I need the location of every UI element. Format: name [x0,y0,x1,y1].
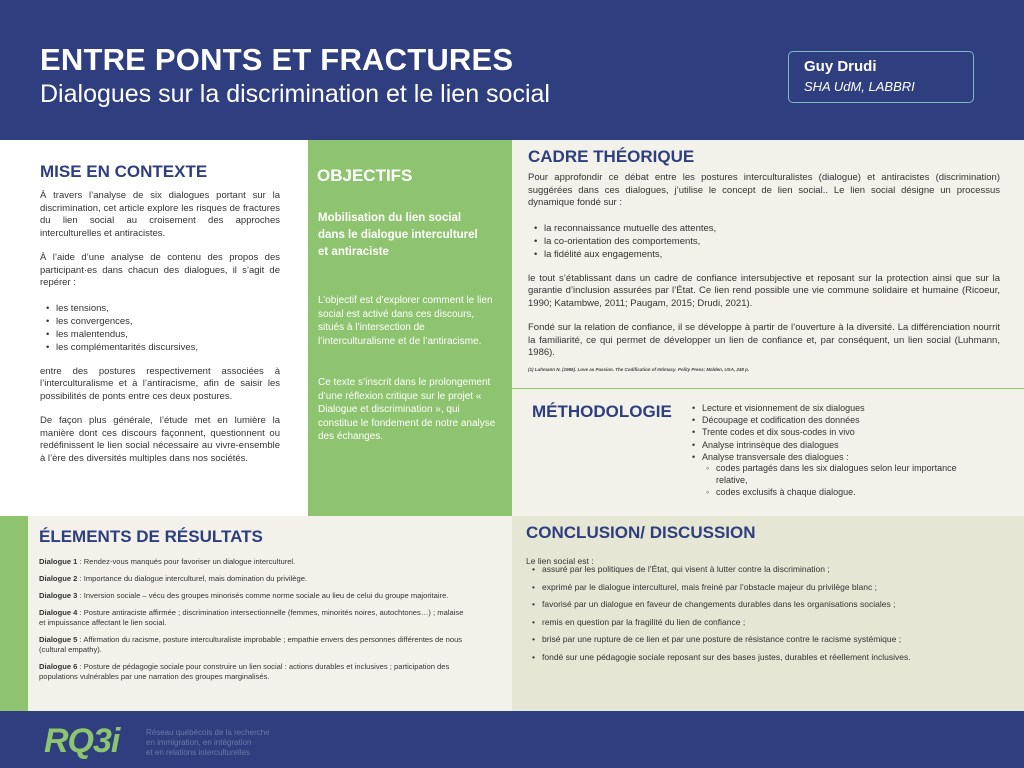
result-item [39,635,465,655]
sublist-item-text: codes exclusifs à chaque dialogue. [716,487,856,498]
rq3i-description [146,728,270,758]
contexte-paragraph-1: À travers l’analyse de six dialogues portant sur la discrimination, cet article explore les risques de fractures du lien social au croisement des approches interculturelles et antiracistes. [40,190,280,239]
result-text: : Inversion sociale – vécu des groupes minorisés comme norme sociale au lieu de celui du groupe majoritaire. [77,591,449,600]
result-label: Dialogue 6 [39,662,78,671]
sublist-item [706,486,966,498]
result-text: : Posture de pédagogie sociale pour construire un lien social : actions durables et inclusives ; participation des populations vulnérables par une narration des groupes marginalisés. [39,662,450,681]
rq3i-line-2: en immigration, en intégration [146,738,252,747]
poster-footer [0,711,1024,768]
circle-bullet-icon: ◦ [706,487,710,498]
result-item [39,557,465,567]
section-resultats [28,516,512,711]
conclusion-heading: CONCLUSION/ DISCUSSION [526,523,756,542]
author-name: Guy Drudi [804,58,877,75]
list-item: • fondé sur une pédagogie sociale reposant sur des bases justes, durables et réellement inclusives. [532,653,942,663]
result-label: Dialogue 1 [39,557,78,566]
list-item: • assuré par les politiques de l’État, qui visent à lutter contre la discrimination ; [532,565,942,575]
result-text: : Posture antiraciste affirmée ; discrimination intersectionnelle (femmes, minorités noires, autochtones…) ; malaise et impuissance affectant le lien social. [39,608,464,627]
list-item: • Analyse transversale des dialogues : [692,451,982,463]
result-label: Dialogue 5 [39,635,78,644]
methodologie-heading: MÉTHODOLOGIE [532,402,672,421]
list-item: • remis en question par la fragilité du lien de confiance ; [532,618,942,628]
result-item [39,662,465,682]
list-item: • les complémentarités discursives, [46,341,280,354]
objectifs-lead: Mobilisation du lien social dans le dialogue interculturel et antiraciste [318,212,478,258]
resultats-heading: ÉLEMENTS DE RÉSULTATS [39,527,263,546]
result-text: : Rendez-vous manqués pour favoriser un dialogue interculturel. [77,557,296,566]
contexte-paragraph-2: À l’aide d’une analyse de contenu des propos des participant·es dans chacun des dialogues, il s’agit de repérer : [40,252,280,288]
list-item: • Découpage et codification des données [692,414,982,426]
sublist-item-text: codes partagés dans les six dialogues selon leur importance relative, [716,463,957,486]
contexte-paragraph-3: entre des postures respectivement associées à l’interculturalisme et à l’antiracisme, afin de saisir les possibilités de ponts entre ces deux postures. [40,365,280,402]
poster-title: ENTRE PONTS ET FRACTURES [40,42,514,77]
list-item: • les convergences, [46,315,280,328]
cadre-paragraph-3: Fondé sur la relation de confiance, il se développe à partir de l’ouverture à la diversité. La différenciation nourrit la familiarité, ce qui permet de développer un lien de confiance et, par conséquent, un lien social (Luhmann, 1986). [528,322,1000,358]
result-label: Dialogue 3 [39,591,78,600]
section-contexte [0,140,308,516]
list-item: • la fidélité aux engagements, [534,248,1000,261]
cadre-paragraph-2: le tout s’établissant dans un cadre de confiance intersubjective et reposant sur la protection ainsi que sur la garantie d’inclusion assurées par l’État. Ce lien rend possible une vie commune solidaire et humaine (Ricoeur, 1990; Katambwe, 2011; Paugam, 2015; Drudi, 2021). [528,272,1000,309]
methodologie-sublist [706,462,966,499]
result-item [39,574,465,584]
author-affiliation: SHA UdM, LABBRI [804,79,915,94]
list-item: • la co-orientation des comportements, [534,235,1000,248]
section-cadre-theorique [512,140,1024,388]
list-item: • Analyse intrinsèque des dialogues [692,439,982,451]
methodologie-list [692,402,982,463]
section-methodologie [512,388,1024,516]
result-label: Dialogue 2 [39,574,78,583]
circle-bullet-icon: ◦ [706,463,710,473]
objectifs-heading: OBJECTIFS [317,166,413,185]
list-item: • les malentendus, [46,328,280,341]
sublist-item [706,462,966,486]
result-label: Dialogue 4 [39,608,78,617]
list-item: • exprimé par le dialogue interculturel, mais freiné par l’obstacle majeur du privilège blanc ; [532,583,942,593]
poster-subtitle: Dialogues sur la discrimination et le lien social [40,80,550,108]
result-text: : Importance du dialogue interculturel, mais domination du privilège. [77,574,308,583]
result-item [39,591,465,601]
list-item: • favorisé par un dialogue en faveur de changements durables dans les organisations sociales ; [532,600,942,610]
section-conclusion [512,516,1024,711]
list-item: • brisé par une rupture de ce lien et par une posture de résistance contre le racisme systémique ; [532,635,942,645]
result-text: : Affirmation du racisme, posture interculturaliste improbable ; empathie envers des personnes différentes de nous (cultural empathy). [39,635,463,654]
list-item: • Lecture et visionnement de six dialogues [692,402,982,414]
section-objectifs [308,140,512,516]
cadre-heading: CADRE THÉORIQUE [528,147,695,166]
objectifs-paragraph-2: Ce texte s’inscrit dans le prolongement d’une réflexion critique sur le projet « Dialogue et discrimination », qui constitue le fondement de notre analyse des échanges. [318,377,496,442]
list-item: • les tensions, [46,302,280,315]
cadre-list [534,222,1000,261]
objectifs-paragraph-1: L’objectif est d’explorer comment le lien social est activé dans ces discours, situés à l’intersection de l’interculturalisme et de l’antiracisme. [318,295,493,347]
conclusion-list [532,565,942,662]
contexte-paragraph-4: De façon plus générale, l’étude met en lumière la manière dont ces discours façonnent, questionnent ou redéfinissent le lien social nécessaire au vivre-ensemble à l’ère des diversités multiples dans nos sociétés. [40,415,280,464]
poster-header [0,0,1024,140]
resultats-list [39,557,465,682]
cadre-reference: (1) Luhmann N. (1986). Love as Passion. The Codification of Intimacy. Polity Press; Malden, USA, 248 p. [528,366,750,372]
contexte-heading: MISE EN CONTEXTE [40,162,208,181]
contexte-list [46,302,280,354]
rq3i-logo: RQ3i [44,722,120,760]
list-item: • Trente codes et dix sous-codes in vivo [692,426,982,438]
result-item [39,608,465,628]
rq3i-line-1: Réseau québécois de la recherche [146,728,270,737]
conclusion-intro: Le lien social est : [526,556,594,566]
results-accent-bar [0,516,28,711]
cadre-paragraph-1: Pour approfondir ce débat entre les postures interculturalistes (dialogue) et antiracistes (discrimination) suggérées dans ces dialogues, j’utilise le concept de lien social.. Le lien social désigne un processus dynamique fondé sur : [528,172,1000,208]
author-box [788,51,974,103]
list-item: • la reconnaissance mutuelle des attentes, [534,222,1000,235]
rq3i-line-3: et en relations interculturelles [146,748,251,757]
